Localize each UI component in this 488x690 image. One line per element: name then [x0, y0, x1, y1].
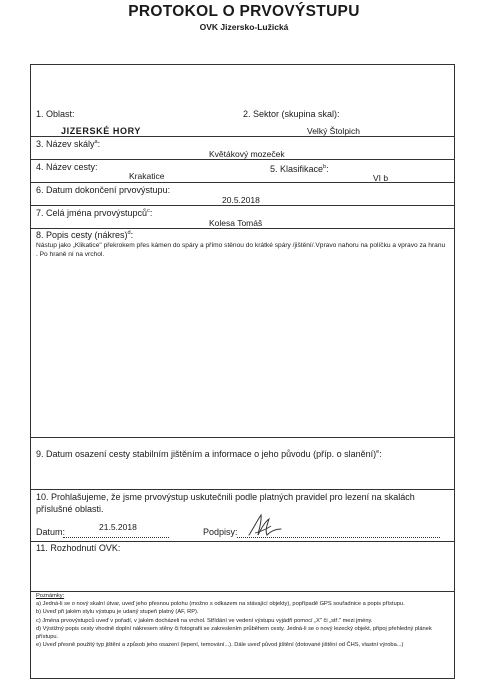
sektor-label: 2. Sektor (skupina skal): [243, 109, 340, 119]
divider [31, 228, 454, 229]
podpisy-label: Podpisy: [203, 527, 238, 537]
divider [31, 489, 454, 490]
oblast-value: JIZERSKÉ HORY [61, 126, 141, 136]
note-b: b) Uveď při jakém stylu výstupu je udaný stupeň platný (AF, RP). [36, 609, 199, 616]
datum-osazeni-label: 9. Datum osazení cesty stabilním jištěním a informace o jeho původu (příp. o slanění)$^e$: [36, 449, 382, 459]
nazev-skaly-value: Květákový mozeček [209, 149, 285, 159]
divider [31, 159, 454, 160]
protocol-form [30, 64, 455, 679]
nazev-skaly-label: 3. Název skály$^a$: [36, 139, 101, 149]
form-title: PROTOKOL O PRVOVÝSTUPU [128, 3, 360, 20]
nazev-cesty-label: 4. Název cesty: [36, 162, 98, 172]
note-e: e) Uveď přesně použitý typ jištění a způsob jeho osazení (lepení, temování...). Dále uveď původ jištění (dotované jištění od ČHS, vlastní výroba...) [36, 642, 404, 649]
popis-value: Nástup jako „Klikatice" překrokem přes kámen do spáry a přímo stěnou do krátké spáry /jištění/.Vpravo nahoru na políčku a vpravo za hranu . Po hraně ní na vrchol. [36, 242, 446, 259]
datum-dokonceni-label: 6. Datum dokončení prvovýstupu: [36, 185, 171, 195]
popis-label: 8. Popis cesty (nákres)$^d$: [36, 230, 134, 240]
note-d: d) Výstižný popis cesty vhodně doplní nákresem stěny či fotografii se zakreslením průběhem cesty. Jedná-li se o nový lezecký objekt, připoj přehledný plánek přístupu. [36, 625, 432, 641]
klasifikace-label: 5. Klasifikace$^b$: [270, 164, 329, 174]
nazev-cesty-value: Krakatice [129, 171, 165, 181]
rozhodnuti-label: 11. Rozhodnutí OVK: [36, 543, 121, 553]
sektor-value: Velký Štolpich [307, 126, 360, 136]
divider [31, 205, 454, 206]
datum-dokonceni-value: 20.5.2018 [222, 195, 260, 205]
notes-heading: Poznámky: [36, 593, 65, 599]
note-a: a) Jedná-li se o nový skalní útvar, uveď jeho přesnou polohu (možno s odkazem na stávající objekty), popřípadě GPS souřadnice a popis přístupu. [36, 601, 405, 608]
datum-value: 21.5.2018 [99, 522, 137, 532]
jmena-value: Kolesa Tomáš [209, 218, 263, 228]
divider [31, 136, 454, 137]
note-c: c) Jména prvovýstupců uveď v pořadí, v jakém docházeli na vrchol. Střídání ve vedení výstupu vyjádři pomocí „X" či „stř." mezi jmény. [36, 617, 373, 624]
prohlaseni-text: 10. Prohlašujeme, že jsme prvovýstup uskutečnili podle platných pravidel pro lezení na skalách příslušné oblasti. [36, 492, 415, 514]
divider [31, 437, 454, 438]
divider [31, 541, 454, 542]
notes-block [36, 592, 448, 649]
form-subtitle: OVK Jizersko-Lužická [199, 22, 289, 32]
signature-icon [245, 511, 285, 543]
jmena-label: 7. Celá jména prvovýstupců$^c$: [36, 208, 153, 218]
datum-label: Datum: [36, 527, 66, 537]
oblast-label: 1. Oblast: [36, 109, 75, 119]
divider [31, 182, 454, 183]
datum-dotted-line [63, 537, 169, 538]
klasifikace-value: VI b [373, 173, 389, 183]
